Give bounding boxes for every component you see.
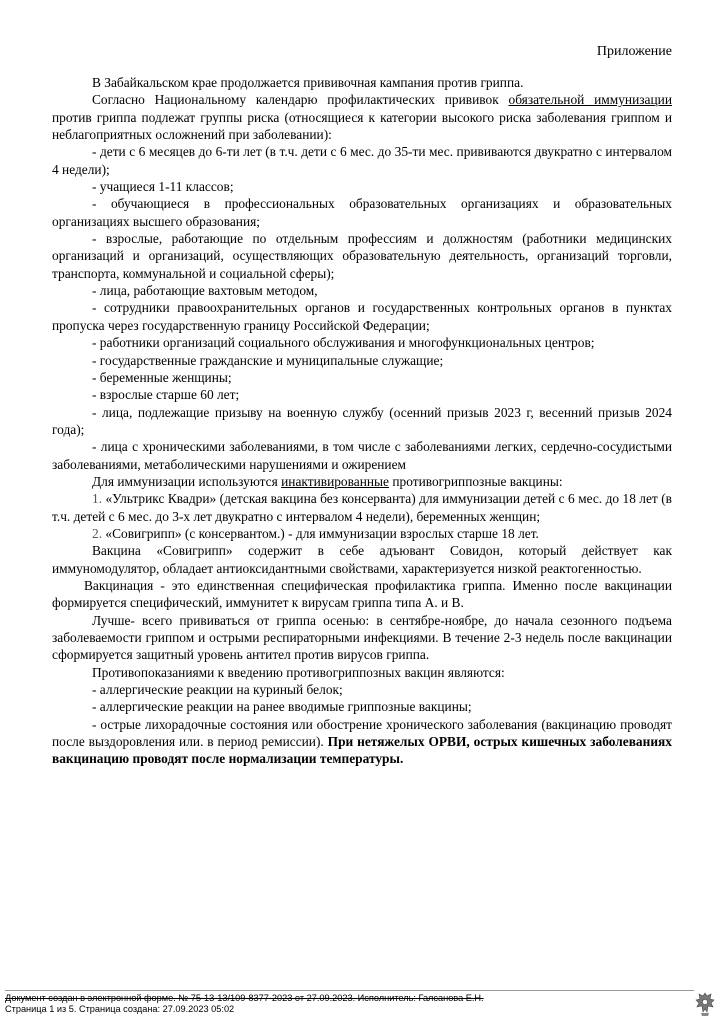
paragraph: Вакцинация - это единственная специфическая профилактика гриппа. Именно после вакцинации формируется специфический, иммунитет к вирусам гриппа типа А. и В.	[52, 577, 672, 611]
underlined-text: обязательной иммунизации	[508, 92, 672, 108]
list-item: - лица, подлежащие призыву на военную службу (осенний призыв 2023 г, весенний призыв 2024 года);	[52, 404, 672, 437]
text-span: «Совигрипп» (с консервантом.) - для иммунизации взрослых старше 18 лет.	[102, 525, 539, 541]
list-item: - сотрудники правоохранительных органов и государственных контрольных органов в пунктах пропуска через государственную границу Российской Федерации;	[52, 300, 672, 333]
underlined-text: инактивированные	[281, 473, 389, 489]
footer-line-page: Страница 1 из 5. Страница создана: 27.09.2023 05:02	[5, 1004, 235, 1014]
list-item: - учащиеся 1-11 классов;	[92, 179, 234, 195]
footer-divider	[5, 990, 694, 991]
list-item: - беременные женщины;	[92, 369, 232, 385]
text-span: - острые лихорадочные состояния или обострение хронического заболевания (вакцинацию проводят после выздоровления или. в период ремиссии).	[52, 716, 672, 750]
vaccine-item	[52, 490, 672, 525]
text-span: Согласно Национальному календарю профилактических прививок	[92, 92, 509, 108]
bold-text: При нетяжелых ОРВИ, острых кишечных заболеваниях вакцинацию проводят после нормализации температуры.	[52, 734, 672, 767]
list-item: - аллергические реакции на ранее вводимые гриппозные вакцины;	[92, 699, 472, 715]
coat-of-arms-icon	[694, 990, 716, 1018]
text-span: противогриппозные вакцины:	[389, 473, 563, 489]
list-item: - работники организаций социального обслуживания и многофункциональных центров;	[92, 335, 595, 351]
list-item: - лица, работающие вахтовым методом,	[92, 283, 318, 299]
list-item: - государственные гражданские и муниципальные служащие;	[92, 352, 444, 368]
list-item: - дети с 6 месяцев до 6-ти лет (в т.ч. дети с 6 мес. до 35-ти мес. прививаются двукратно с интервалом 4 недели);	[52, 144, 672, 177]
list-item: - аллергические реакции на куриный белок;	[92, 682, 343, 698]
paragraph: Противопоказаниями к введению противогриппозных вакцин являются:	[92, 664, 505, 680]
paragraph: Вакцина «Совигрипп» содержит в себе адъювант Совидон, который действует как иммуномодулятор, обладает антиоксидантными свойствами, характеризуется низкой реактогенностью.	[52, 543, 672, 576]
paragraph	[52, 91, 672, 143]
list-item	[52, 716, 672, 768]
paragraph: В Забайкальском крае продолжается прививочная кампания против гриппа.	[92, 75, 524, 90]
list-number: 1.	[92, 491, 103, 507]
list-item: - обучающиеся в профессиональных образовательных организациях и образовательных организациях высшего образования;	[52, 196, 672, 229]
list-item: - взрослые старше 60 лет;	[92, 387, 240, 403]
footer-line-document: Документ создан в электронной форме. № 75-13-13/109-8377-2023 от 27.09.2023. Исполнитель: Галсанова Е.Н.	[5, 993, 484, 1003]
appendix-label: Приложение	[596, 44, 672, 59]
list-item: - лица с хроническими заболеваниями, в том числе с заболеваниями легких, сердечно-сосудистыми заболеваниями, метаболическими нарушениями и ожирением	[52, 439, 672, 472]
vaccine-item	[52, 525, 672, 542]
list-item: - взрослые, работающие по отдельным профессиям и должностям (работники медицинских организаций и организаций, осуществляющих образовательную деятельность, организаций торговли, транспорта, коммунальной и социальной сферы);	[52, 231, 672, 281]
paragraph	[52, 473, 672, 490]
list-number: 2.	[92, 525, 103, 541]
text-span: Для иммунизации используются	[92, 473, 282, 489]
document-body	[52, 74, 672, 768]
electronic-signature-footer	[5, 993, 695, 1015]
paragraph: Лучше- всего прививаться от гриппа осенью: в сентябре-ноябре, до начала сезонного подъема заболеваемости гриппом и острыми респираторными инфекциями. В течение 2-3 недель после вакцинации сформируется защитный уровень антител против вирусов гриппа.	[52, 612, 672, 663]
text-span: «Ультрикс Квадри» (детская вакцина без консерванта) для иммунизации детей с 6 мес. до 18 лет (в т.ч. детей с 6 мес. до 3-х лет двукратно с интервалом 4 недели), беременных женщин;	[52, 491, 672, 524]
text-span: против гриппа подлежат группы риска (относящиеся к категории высокого риска заболевания гриппом и неблагоприятных осложнений при заболевании):	[52, 109, 672, 143]
